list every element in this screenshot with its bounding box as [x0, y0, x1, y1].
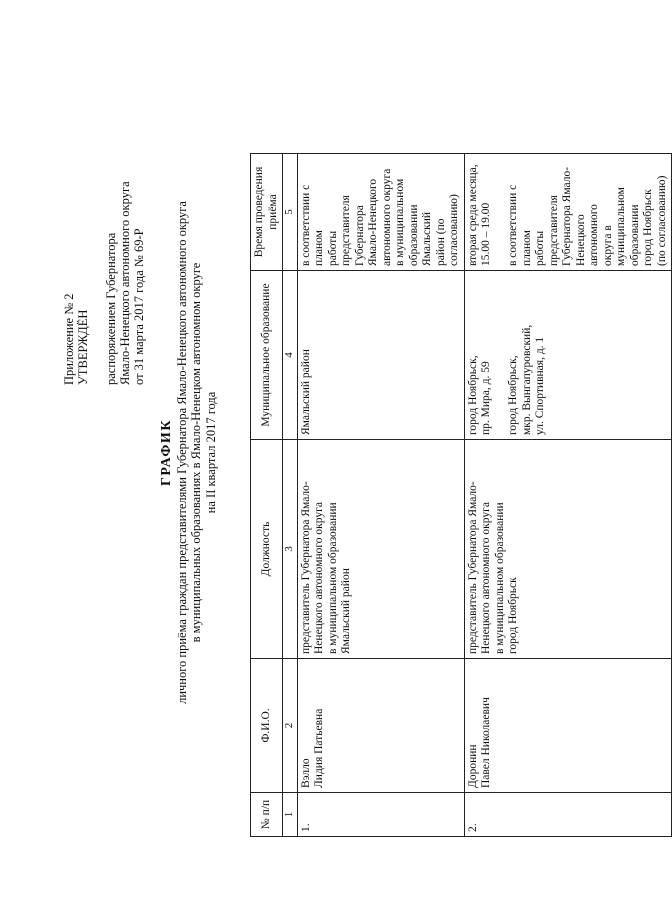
column-number: 3 [283, 440, 298, 659]
row-municipality: город Ноябрьск, пр. Мира, д. 59 город Ноябрьск, мкр. Вынгапуровский, ул. Спортивная, д. 1 [464, 271, 672, 440]
header-number: № п/п [251, 793, 283, 837]
approval-order-line1: распоряжением Губернатора [104, 232, 118, 385]
column-number-row [283, 154, 298, 837]
column-number: 5 [283, 154, 298, 271]
row-number: 1. [297, 793, 464, 837]
header-time: Время проведения приёма [251, 154, 283, 271]
document-subtitle-line2: в муниципальных образованиях в Ямало-Ненецком автономном округе [189, 262, 203, 643]
document-title: ГРАФИК [159, 419, 174, 486]
row-municipality: Ямальский район [297, 271, 464, 440]
approval-block [62, 85, 146, 385]
row-time: вторая среда месяца, 15.00 – 19.00 в соответствии с планом работы представителя Губернатора Ямало- Ненецкого автономного округа в муниципальном образовании город Ноябрьск (по согласованию) [464, 154, 672, 271]
row-position: представитель Губернатора Ямало- Ненецкого автономного округа в муниципальном образовании Ямальский район [297, 440, 464, 659]
schedule-table [250, 153, 672, 837]
document-subtitle-line1: личного приёма граждан представителями Губернатора Ямало-Ненецкого автономного округа [174, 201, 189, 704]
column-number: 1 [283, 793, 298, 837]
row-fio: Доронин Павел Николаевич [464, 659, 672, 793]
row-position: представитель Губернатора Ямало- Ненецкого автономного округа в муниципальном образовании город Ноябрьск [464, 440, 672, 659]
row-number: 2. [464, 793, 672, 837]
table-header-row [251, 154, 283, 837]
approval-status: УТВЕРЖДЁН [76, 309, 90, 385]
row-time: в соответствии с планом работы представителя Губернатора Ямало-Ненецкого автономного округа в муниципальном образовании Ямальский район (по согласованию) [297, 154, 464, 271]
header-position: Должность [251, 440, 283, 659]
header-fio: Ф.И.О. [251, 659, 283, 793]
approval-order-date: от 31 марта 2017 года № 69-Р [132, 228, 146, 385]
table-row [464, 154, 672, 837]
approval-order-line2: Ямало-Ненецкого автономного округа [118, 181, 132, 385]
document-title-block [160, 0, 218, 905]
header-municipality: Муниципальное образование [251, 271, 283, 440]
document-subtitle-line3: на II квартал 2017 года [203, 391, 218, 514]
column-number: 2 [283, 659, 298, 793]
row-fio: Вэлло Лидия Патьевна [297, 659, 464, 793]
column-number: 4 [283, 271, 298, 440]
table-row [297, 154, 464, 837]
appendix-number: Приложение № 2 [62, 293, 76, 385]
